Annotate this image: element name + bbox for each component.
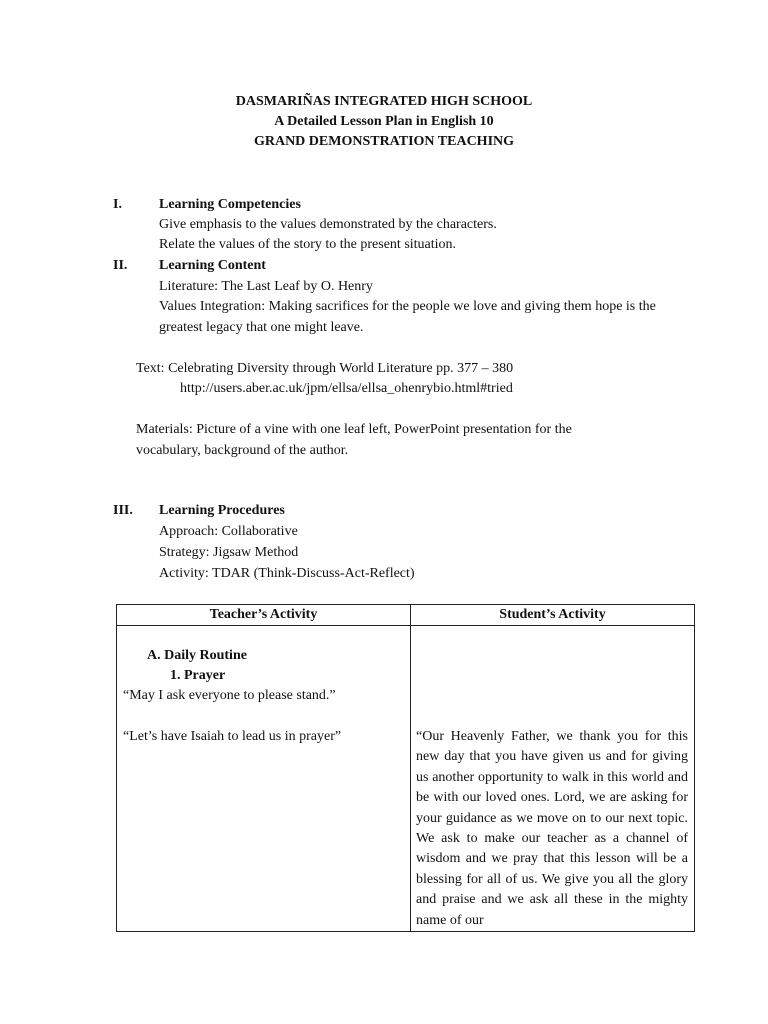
student-prayer-text: “Our Heavenly Father, we thank you for this new day that you have given us and for giving us another opportunity to walk in this world and be with our loved ones. Lord, we are asking for your guidance as we move on to our next topic. We ask to make our teacher as a channel of wisdom and we pray that this lesson will be a blessing for all of us. We give you all the glory and praise and we ask all these in the mighty name of our (416, 729, 688, 928)
section-title-content: Learning Content (159, 258, 266, 273)
competency-line: Give emphasis to the values demonstrated by the characters. (159, 217, 497, 232)
prayer-heading: 1. Prayer (170, 668, 226, 683)
values-integration: Values Integration: Making sacrifices for the people we love and giving them hope is the greatest legacy that one might leave. (159, 299, 656, 335)
daily-routine-heading: A. Daily Routine (147, 648, 247, 663)
teacher-instruction: “Let’s have Isaiah to lead us in prayer” (123, 729, 342, 744)
text-reference: Text: Celebrating Diversity through World Literature pp. 377 – 380 (136, 361, 514, 376)
activity-line: Activity: TDAR (Think-Discuss-Act-Reflect) (159, 566, 415, 581)
activity-table (116, 604, 695, 932)
student-activity-header: Student’s Activity (411, 605, 695, 626)
section-number-3: III. (113, 503, 133, 518)
school-name: DASMARIÑAS INTEGRATED HIGH SCHOOL (235, 94, 533, 109)
teacher-instruction: “May I ask everyone to please stand.” (123, 688, 336, 703)
section-number-2: II. (113, 258, 128, 273)
section-number-1: I. (113, 197, 122, 212)
table-header-row (117, 605, 695, 626)
teacher-activity-header: Teacher’s Activity (117, 605, 411, 626)
approach-line: Approach: Collaborative (159, 524, 298, 539)
lesson-plan-title: A Detailed Lesson Plan in English 10 (274, 114, 494, 129)
competency-line: Relate the values of the story to the present situation. (159, 237, 457, 252)
reference-url: http://users.aber.ac.uk/jpm/ellsa/ellsa_ohenrybio.html#tried (180, 381, 513, 396)
student-activity-cell (411, 626, 695, 932)
table-row (117, 626, 695, 932)
materials-line: vocabulary, background of the author. (136, 443, 349, 458)
section-title-procedures: Learning Procedures (159, 503, 285, 518)
teacher-activity-cell (117, 626, 411, 932)
event-title: GRAND DEMONSTRATION TEACHING (253, 134, 515, 149)
section-title-competencies: Learning Competencies (159, 197, 301, 212)
strategy-line: Strategy: Jigsaw Method (159, 545, 299, 560)
literature-line: Literature: The Last Leaf by O. Henry (159, 279, 373, 294)
document-header (0, 92, 768, 152)
materials-line: Materials: Picture of a vine with one leaf left, PowerPoint presentation for the (136, 422, 572, 437)
